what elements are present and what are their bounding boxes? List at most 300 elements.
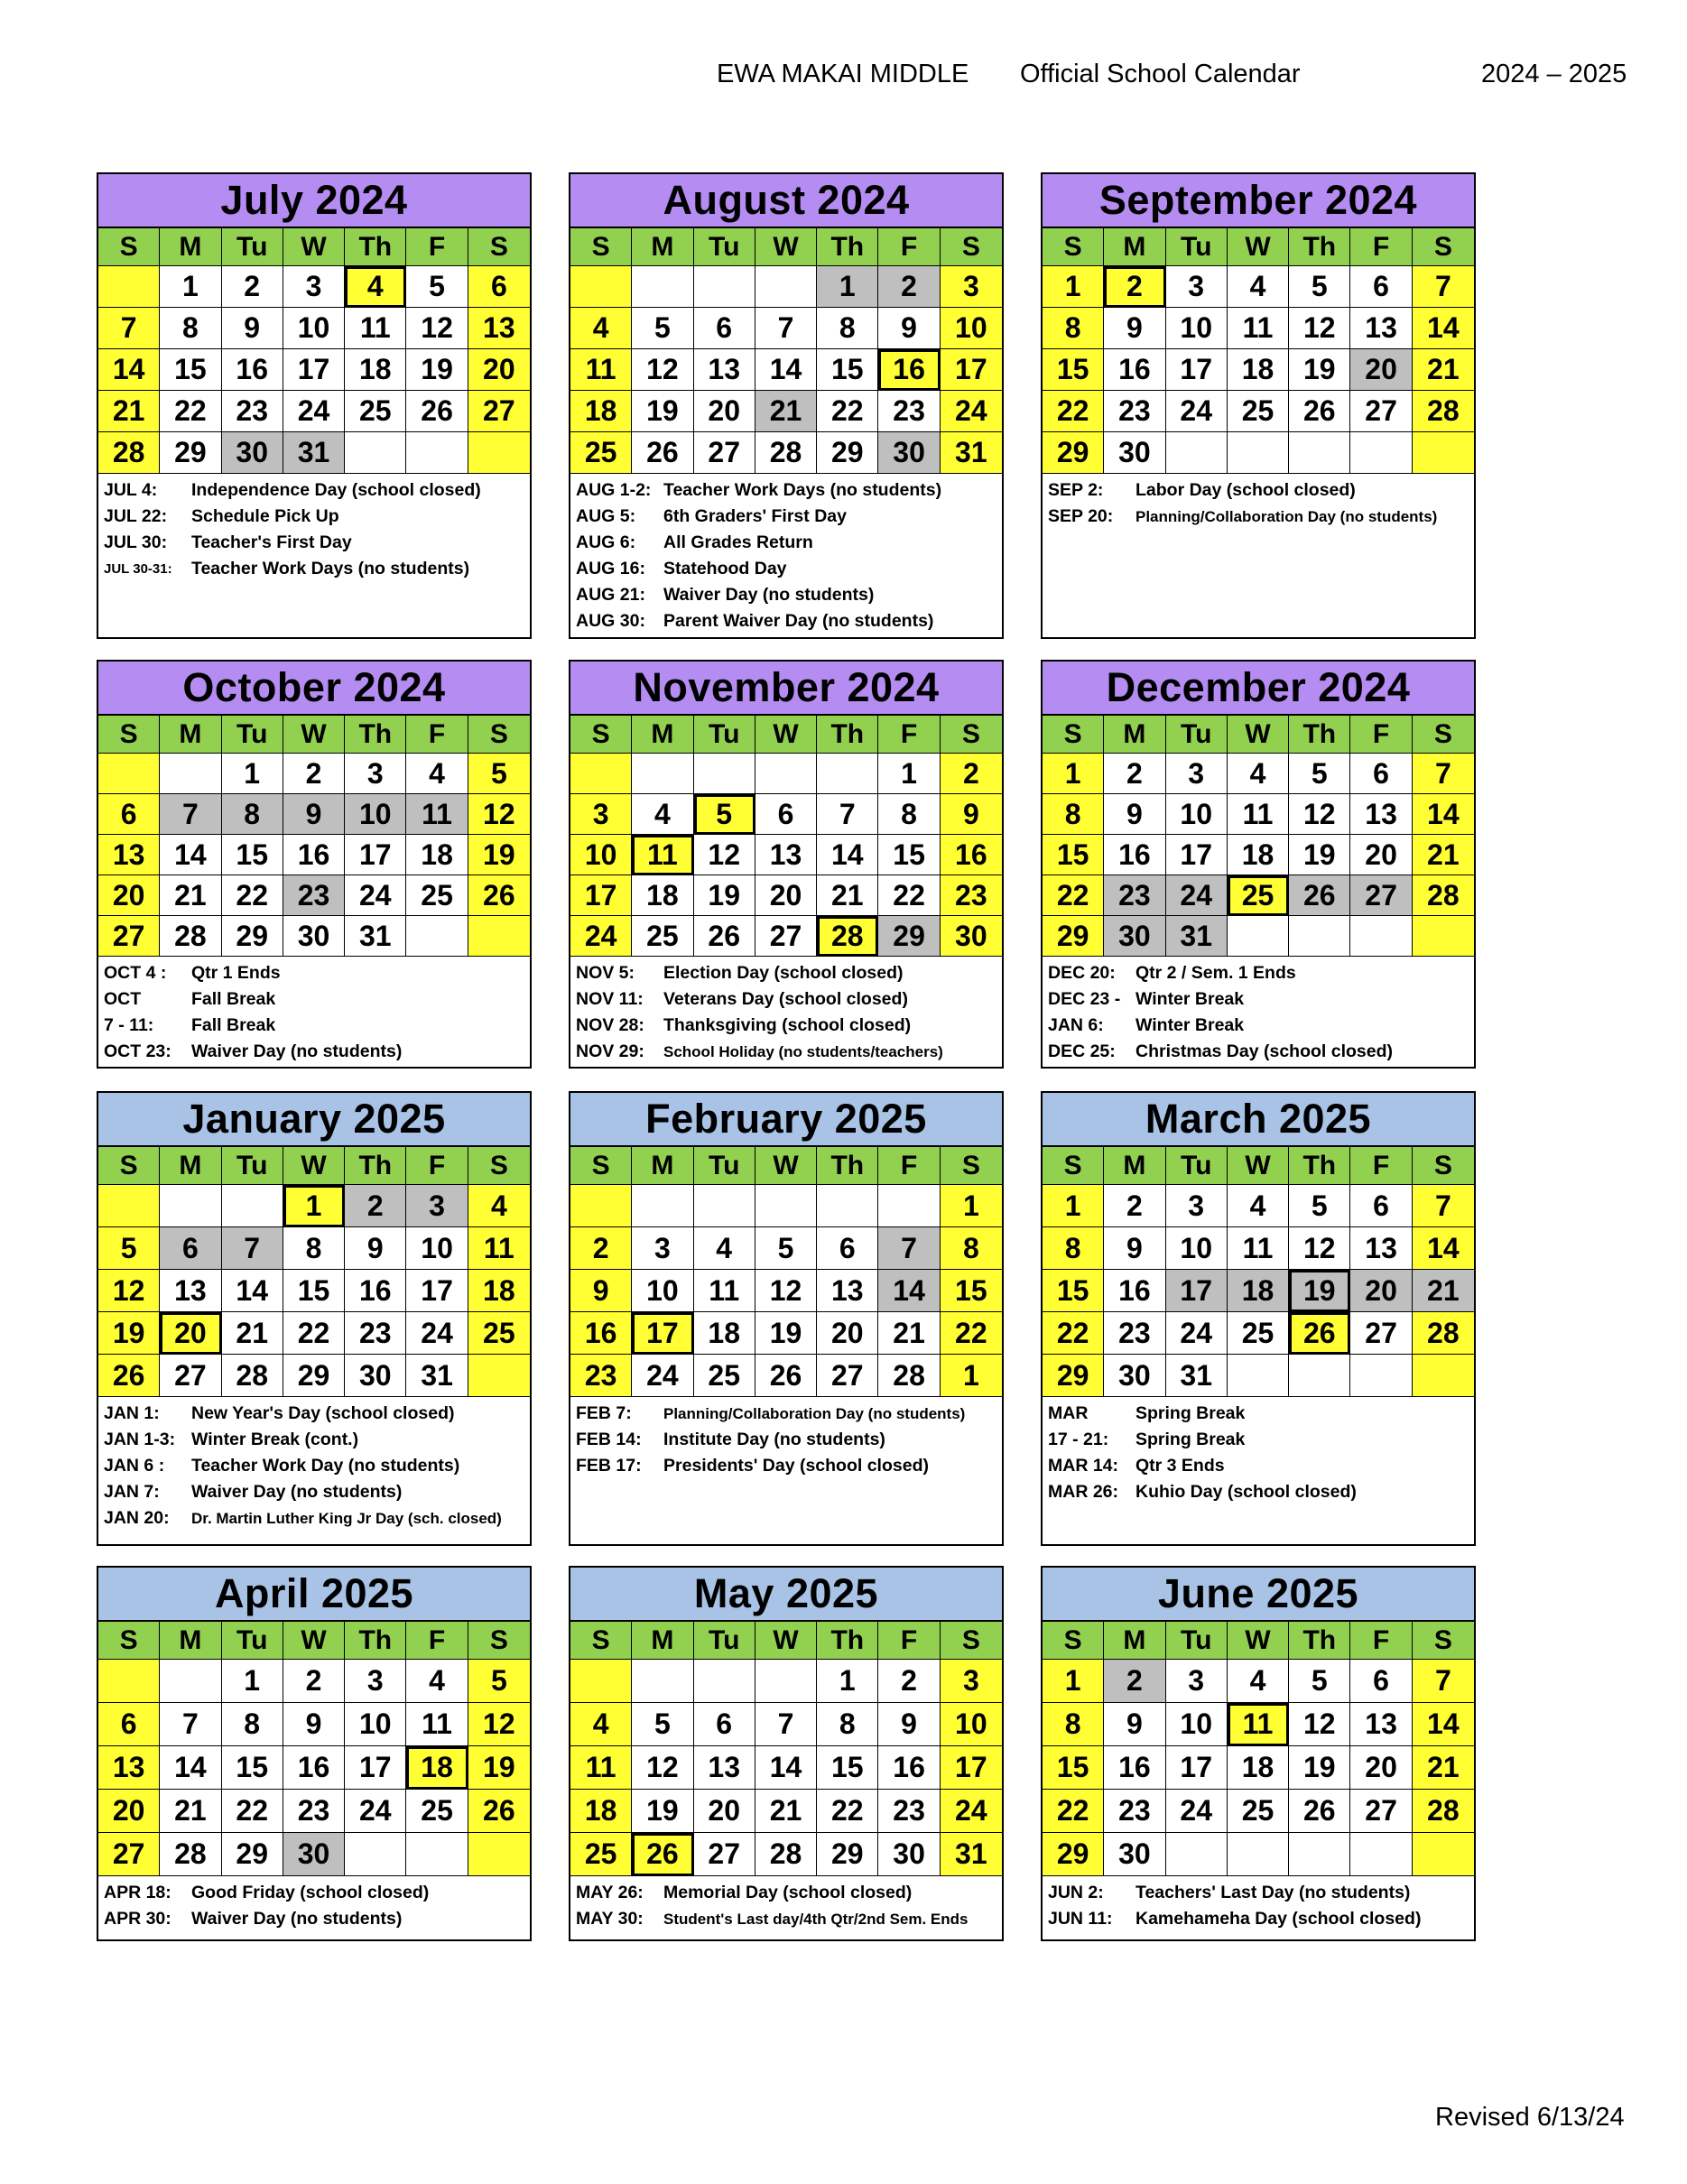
calendar-day: 8: [283, 1227, 345, 1270]
month-title: February 2025: [570, 1093, 1002, 1147]
calendar-day: 17: [941, 1746, 1002, 1790]
calendar-day: 4: [694, 1227, 755, 1270]
note-date: APR 18:: [104, 1883, 171, 1902]
weekday-header: S: [468, 1622, 530, 1660]
calendar-empty-cell: [406, 432, 468, 474]
calendar-day: 9: [1104, 794, 1165, 835]
calendar-day: 24: [345, 1790, 406, 1833]
note-row: [1048, 1427, 1469, 1453]
calendar-day: 1: [1043, 266, 1104, 308]
calendar-empty-cell: [1350, 1355, 1412, 1397]
calendar-day: 4: [1228, 754, 1289, 794]
note-text: Winter Break: [1135, 1015, 1245, 1035]
calendar-day: 30: [1104, 1355, 1165, 1397]
weekday-header: Tu: [694, 1622, 755, 1660]
calendar-day: 27: [817, 1355, 878, 1397]
weekday-header: Tu: [694, 1147, 755, 1185]
calendar-day: 11: [632, 835, 693, 875]
month-days-grid: [1043, 1147, 1474, 1397]
weekday-header: S: [98, 1622, 160, 1660]
calendar-empty-cell: [1228, 1355, 1289, 1397]
calendar-day: 11: [694, 1270, 755, 1312]
calendar-day: 4: [468, 1185, 530, 1227]
calendar-day: 12: [1289, 308, 1350, 349]
calendar-day: 1: [941, 1185, 1002, 1227]
calendar-empty-cell: [817, 754, 878, 794]
calendar-empty-cell: [694, 266, 755, 308]
calendar-day: 1: [160, 266, 221, 308]
calendar-day: 10: [406, 1227, 468, 1270]
weekday-header: S: [1413, 1622, 1474, 1660]
weekday-header: Th: [345, 1622, 406, 1660]
calendar-empty-cell: [160, 1660, 221, 1703]
calendar-day: 18: [570, 1790, 632, 1833]
calendar-day: 27: [694, 1833, 755, 1876]
calendar-day: 22: [222, 1790, 283, 1833]
note-date: NOV 11:: [576, 989, 644, 1009]
month-title: May 2025: [570, 1568, 1002, 1622]
calendar-day: 3: [632, 1227, 693, 1270]
calendar-day: 13: [1350, 794, 1412, 835]
month-february-2025: [569, 1091, 1004, 1546]
note-text: Dr. Martin Luther King Jr Day (sch. closed): [191, 1510, 502, 1527]
note-text: Qtr 1 Ends: [191, 963, 281, 983]
weekday-header: S: [98, 1147, 160, 1185]
calendar-day: 15: [222, 1746, 283, 1790]
month-title: July 2024: [98, 174, 530, 228]
calendar-day: 13: [817, 1270, 878, 1312]
note-date: JUL 30-31:: [104, 561, 172, 577]
calendar-day: 19: [694, 875, 755, 916]
calendar-day: 27: [160, 1355, 221, 1397]
calendar-day: 30: [1104, 916, 1165, 957]
weekday-header: Th: [817, 228, 878, 266]
calendar-day: 28: [1413, 1312, 1474, 1355]
weekday-header: S: [570, 1622, 632, 1660]
calendar-day: 29: [1043, 432, 1104, 474]
calendar-day: 14: [160, 1746, 221, 1790]
calendar-day: 26: [1289, 391, 1350, 432]
calendar-day: 20: [694, 1790, 755, 1833]
calendar-day: 18: [632, 875, 693, 916]
calendar-empty-cell: [1350, 432, 1412, 474]
weekday-header: F: [878, 716, 940, 754]
weekday-header: Tu: [1166, 716, 1228, 754]
weekday-header: Tu: [1166, 1147, 1228, 1185]
note-row: [104, 1880, 524, 1906]
calendar-day: 4: [1228, 1185, 1289, 1227]
calendar-day: 10: [570, 835, 632, 875]
calendar-day: 1: [817, 1660, 878, 1703]
month-april-2025: [97, 1566, 532, 1941]
calendar-day: 17: [1166, 1746, 1228, 1790]
calendar-day: 3: [345, 754, 406, 794]
calendar-day: 24: [570, 916, 632, 957]
calendar-day: 2: [570, 1227, 632, 1270]
calendar-day: 28: [1413, 391, 1474, 432]
weekday-header: Th: [817, 716, 878, 754]
calendar-day: 21: [222, 1312, 283, 1355]
weekday-header: S: [1043, 1622, 1104, 1660]
calendar-day: 7: [98, 308, 160, 349]
calendar-day: 16: [283, 1746, 345, 1790]
note-text: Planning/Collaboration Day (no students): [1135, 508, 1438, 525]
calendar-day: 8: [222, 1703, 283, 1746]
calendar-day: 21: [755, 1790, 817, 1833]
month-title: August 2024: [570, 174, 1002, 228]
note-text: Qtr 2 / Sem. 1 Ends: [1135, 963, 1296, 983]
calendar-day: 2: [283, 754, 345, 794]
calendar-day: 28: [160, 916, 221, 957]
month-days-grid: [98, 228, 530, 474]
calendar-day: 10: [345, 1703, 406, 1746]
month-title: June 2025: [1043, 1568, 1474, 1622]
calendar-day: 16: [570, 1312, 632, 1355]
calendar-day: 7: [160, 1703, 221, 1746]
calendar-day: 25: [1228, 391, 1289, 432]
weekday-header: S: [1413, 228, 1474, 266]
calendar-day: 9: [570, 1270, 632, 1312]
weekday-header: F: [406, 228, 468, 266]
calendar-day: 30: [283, 1833, 345, 1876]
calendar-day: 5: [1289, 754, 1350, 794]
calendar-day: 9: [345, 1227, 406, 1270]
calendar-day: 9: [878, 1703, 940, 1746]
note-date: JAN 7:: [104, 1482, 160, 1502]
note-text: 6th Graders' First Day: [663, 506, 847, 526]
calendar-day: 14: [160, 835, 221, 875]
calendar-day: 14: [817, 835, 878, 875]
calendar-day: 2: [222, 266, 283, 308]
calendar-day: 13: [694, 1746, 755, 1790]
calendar-day: 27: [694, 432, 755, 474]
calendar-day: 24: [941, 1790, 1002, 1833]
note-text: Veterans Day (school closed): [663, 989, 908, 1009]
month-days-grid: [570, 1622, 1002, 1876]
calendar-day: 6: [98, 794, 160, 835]
calendar-day: 6: [160, 1227, 221, 1270]
calendar-empty-cell: [1228, 432, 1289, 474]
note-date: JUN 11:: [1048, 1909, 1113, 1929]
note-row: [104, 1453, 524, 1479]
calendar-day: 21: [755, 391, 817, 432]
calendar-day: 8: [1043, 308, 1104, 349]
weekday-header: S: [570, 228, 632, 266]
note-text: Parent Waiver Day (no students): [663, 611, 934, 631]
school-year: 2024 – 2025: [1481, 60, 1627, 88]
weekday-header: M: [160, 1622, 221, 1660]
calendar-day: 16: [941, 835, 1002, 875]
calendar-day: 7: [755, 308, 817, 349]
calendar-day: 14: [1413, 1227, 1474, 1270]
calendar-day: 20: [1350, 1746, 1412, 1790]
calendar-day: 10: [941, 308, 1002, 349]
weekday-header: M: [632, 716, 693, 754]
note-date: 7 - 11:: [104, 1015, 154, 1035]
calendar-day: 7: [1413, 754, 1474, 794]
calendar-day: 7: [755, 1703, 817, 1746]
note-row: [1048, 477, 1469, 504]
calendar-day: 25: [694, 1355, 755, 1397]
note-date: APR 30:: [104, 1909, 171, 1929]
revised-date: Revised 6/13/24: [1435, 2103, 1625, 2132]
weekday-header: M: [632, 1147, 693, 1185]
calendar-day: 26: [632, 432, 693, 474]
calendar-day: 29: [817, 1833, 878, 1876]
note-text: Presidents' Day (school closed): [663, 1456, 929, 1476]
weekday-header: Th: [817, 1622, 878, 1660]
note-date: AUG 6:: [576, 532, 636, 552]
weekday-header: F: [1350, 716, 1412, 754]
calendar-day: 7: [222, 1227, 283, 1270]
calendar-day: 9: [222, 308, 283, 349]
calendar-day: 19: [468, 835, 530, 875]
calendar-day: 22: [1043, 1790, 1104, 1833]
note-text: Independence Day (school closed): [191, 480, 481, 500]
note-row: [576, 556, 996, 582]
month-days-grid: [570, 1147, 1002, 1397]
calendar-day: 26: [468, 1790, 530, 1833]
calendar-empty-cell: [1350, 1833, 1412, 1876]
weekday-header: Tu: [222, 1147, 283, 1185]
calendar-day: 31: [345, 916, 406, 957]
calendar-day: 6: [1350, 266, 1412, 308]
calendar-day: 20: [817, 1312, 878, 1355]
calendar-day: 10: [632, 1270, 693, 1312]
calendar-day: 6: [468, 266, 530, 308]
weekday-header: M: [632, 228, 693, 266]
month-march-2025: [1041, 1091, 1476, 1546]
note-row: [576, 1401, 996, 1427]
calendar-day: 25: [570, 1833, 632, 1876]
calendar-day: 19: [406, 349, 468, 391]
calendar-day: 15: [1043, 349, 1104, 391]
calendar-empty-cell: [694, 754, 755, 794]
month-days-grid: [98, 1147, 530, 1397]
month-title: November 2024: [570, 662, 1002, 716]
calendar-day: 3: [1166, 1660, 1228, 1703]
calendar-day: 11: [406, 794, 468, 835]
weekday-header: Tu: [694, 228, 755, 266]
note-row: [104, 477, 524, 504]
weekday-header: M: [1104, 228, 1165, 266]
weekday-header: S: [941, 716, 1002, 754]
calendar-day: 21: [160, 875, 221, 916]
note-text: Spring Break: [1135, 1403, 1246, 1423]
calendar-day: 13: [1350, 1703, 1412, 1746]
calendar-day: 29: [222, 1833, 283, 1876]
calendar-day: 3: [283, 266, 345, 308]
calendar-day: 26: [1289, 875, 1350, 916]
note-row: [1048, 1906, 1469, 1932]
calendar-day: 10: [1166, 794, 1228, 835]
calendar-empty-cell: [1413, 916, 1474, 957]
calendar-day: 15: [878, 835, 940, 875]
calendar-day: 14: [1413, 1703, 1474, 1746]
note-row: [104, 960, 524, 986]
calendar-day: 3: [1166, 1185, 1228, 1227]
weekday-header: M: [1104, 1622, 1165, 1660]
calendar-empty-cell: [1413, 1833, 1474, 1876]
calendar-day: 25: [1228, 1312, 1289, 1355]
calendar-day: 6: [1350, 1185, 1412, 1227]
month-days-grid: [98, 716, 530, 957]
calendar-day: 4: [1228, 1660, 1289, 1703]
note-date: JUL 30:: [104, 532, 168, 552]
note-row: [104, 530, 524, 556]
calendar-day: 8: [817, 308, 878, 349]
note-text: Labor Day (school closed): [1135, 480, 1356, 500]
calendar-day: 30: [345, 1355, 406, 1397]
calendar-day: 6: [694, 308, 755, 349]
calendar-day: 8: [1043, 794, 1104, 835]
calendar-empty-cell: [98, 1185, 160, 1227]
note-row: [1048, 986, 1469, 1013]
calendar-day: 12: [632, 1746, 693, 1790]
weekday-header: S: [570, 1147, 632, 1185]
calendar-day: 5: [406, 266, 468, 308]
calendar-day: 22: [878, 875, 940, 916]
calendar-day: 21: [1413, 349, 1474, 391]
note-row: [1048, 1479, 1469, 1505]
month-title: April 2025: [98, 1568, 530, 1622]
calendar-day: 11: [1228, 308, 1289, 349]
note-text: Fall Break: [191, 1015, 276, 1035]
calendar-day: 21: [98, 391, 160, 432]
weekday-header: S: [570, 716, 632, 754]
calendar-day: 4: [345, 266, 406, 308]
calendar-day: 23: [1104, 391, 1165, 432]
calendar-day: 21: [817, 875, 878, 916]
calendar-day: 22: [222, 875, 283, 916]
calendar-day: 17: [1166, 835, 1228, 875]
weekday-header: W: [755, 716, 817, 754]
calendar-day: 7: [1413, 266, 1474, 308]
calendar-day: 25: [632, 916, 693, 957]
calendar-day: 1: [283, 1185, 345, 1227]
calendar-day: 11: [1228, 1227, 1289, 1270]
weekday-header: Th: [345, 716, 406, 754]
note-row: [1048, 1880, 1469, 1906]
note-date: DEC 23 -: [1048, 989, 1121, 1009]
calendar-day: 22: [817, 1790, 878, 1833]
note-text: Teacher Work Day (no students): [191, 1456, 460, 1476]
note-text: Waiver Day (no students): [663, 585, 875, 605]
calendar-day: 9: [283, 794, 345, 835]
note-row: [104, 504, 524, 530]
calendar-empty-cell: [1166, 1833, 1228, 1876]
calendar-day: 30: [1104, 432, 1165, 474]
calendar-day: 4: [1228, 266, 1289, 308]
calendar-day: 28: [755, 1833, 817, 1876]
calendar-day: 24: [283, 391, 345, 432]
calendar-day: 1: [941, 1355, 1002, 1397]
calendar-day: 11: [570, 349, 632, 391]
note-row: [576, 1906, 996, 1932]
note-row: [104, 1479, 524, 1505]
calendar-day: 13: [98, 1746, 160, 1790]
calendar-day: 16: [283, 835, 345, 875]
calendar-day: 24: [345, 875, 406, 916]
calendar-day: 18: [468, 1270, 530, 1312]
calendar-day: 22: [817, 391, 878, 432]
calendar-empty-cell: [406, 916, 468, 957]
note-row: [1048, 1013, 1469, 1039]
calendar-day: 16: [1104, 835, 1165, 875]
calendar-day: 26: [1289, 1312, 1350, 1355]
weekday-header: F: [1350, 1622, 1412, 1660]
calendar-day: 6: [1350, 754, 1412, 794]
calendar-day: 23: [283, 875, 345, 916]
weekday-header: Tu: [222, 228, 283, 266]
note-row: [1048, 1039, 1469, 1065]
note-date: 17 - 21:: [1048, 1430, 1109, 1449]
note-text: Winter Break: [1135, 989, 1245, 1009]
calendar-empty-cell: [468, 916, 530, 957]
calendar-day: 13: [1350, 308, 1412, 349]
calendar-day: 6: [817, 1227, 878, 1270]
calendar-day: 3: [406, 1185, 468, 1227]
calendar-day: 31: [1166, 1355, 1228, 1397]
calendar-day: 25: [406, 1790, 468, 1833]
calendar-day: 23: [570, 1355, 632, 1397]
calendar-day: 28: [160, 1833, 221, 1876]
calendar-day: 23: [345, 1312, 406, 1355]
calendar-day: 20: [694, 391, 755, 432]
calendar-day: 30: [283, 916, 345, 957]
calendar-empty-cell: [632, 266, 693, 308]
note-date: NOV 5:: [576, 963, 635, 983]
note-text: Memorial Day (school closed): [663, 1883, 913, 1902]
month-days-grid: [1043, 1622, 1474, 1876]
weekday-header: F: [878, 1622, 940, 1660]
note-text: Teacher Work Days (no students): [663, 480, 942, 500]
note-row: [104, 986, 524, 1013]
calendar-day: 7: [1413, 1660, 1474, 1703]
note-date: DEC 25:: [1048, 1041, 1116, 1061]
calendar-day: 29: [222, 916, 283, 957]
calendar-day: 16: [345, 1270, 406, 1312]
weekday-header: Th: [1289, 716, 1350, 754]
calendar-day: 23: [941, 875, 1002, 916]
note-date: MAR 14:: [1048, 1456, 1119, 1476]
calendar-empty-cell: [1289, 1833, 1350, 1876]
note-date: JAN 1-3:: [104, 1430, 176, 1449]
calendar-empty-cell: [632, 1185, 693, 1227]
calendar-day: 23: [1104, 1790, 1165, 1833]
month-notes: [98, 1876, 530, 1939]
calendar-day: 28: [1413, 875, 1474, 916]
weekday-header: W: [283, 1147, 345, 1185]
calendar-day: 8: [878, 794, 940, 835]
calendar-day: 18: [1228, 835, 1289, 875]
calendar-day: 10: [1166, 1227, 1228, 1270]
calendar-day: 18: [570, 391, 632, 432]
calendar-day: 31: [1166, 916, 1228, 957]
calendar-day: 21: [1413, 1746, 1474, 1790]
month-january-2025: [97, 1091, 532, 1546]
calendar-day: 1: [222, 754, 283, 794]
weekday-header: S: [941, 1622, 1002, 1660]
note-row: [576, 1427, 996, 1453]
calendar-day: 8: [1043, 1227, 1104, 1270]
month-notes: [98, 957, 530, 1067]
note-date: DEC 20:: [1048, 963, 1116, 983]
weekday-header: W: [755, 1622, 817, 1660]
calendar-day: 16: [878, 349, 940, 391]
weekday-header: F: [1350, 1147, 1412, 1185]
note-date: MAR 26:: [1048, 1482, 1119, 1502]
